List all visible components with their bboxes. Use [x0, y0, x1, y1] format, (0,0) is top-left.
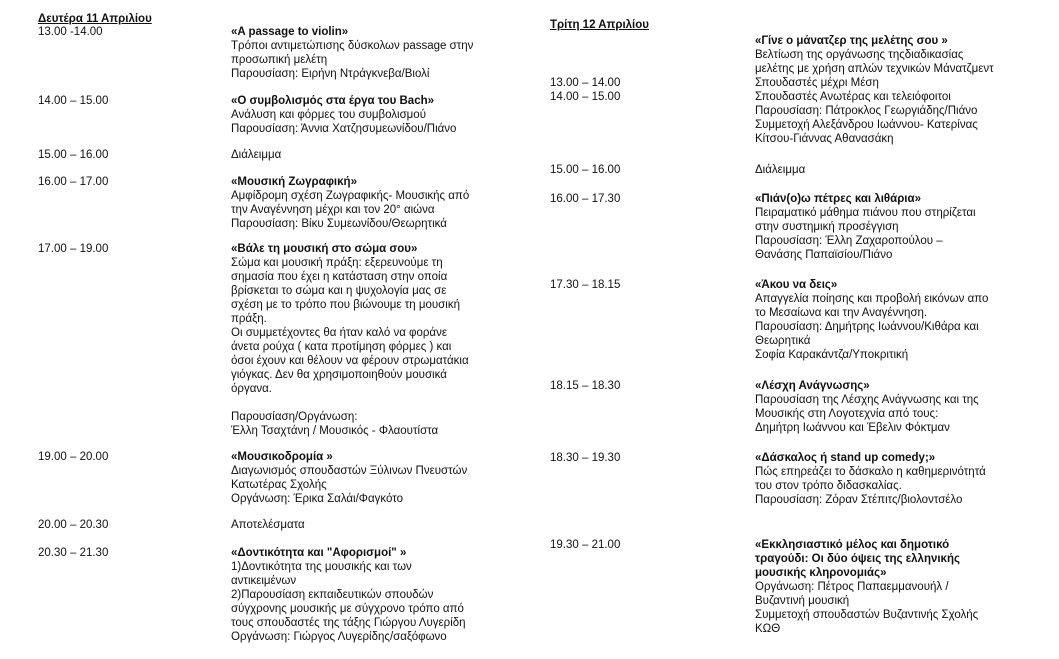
- session-line: αντικειμένων: [231, 575, 297, 587]
- session-line: Απαγγελία ποίησης και προβολή εικόνων απο: [755, 293, 989, 305]
- time-slot: 15.00 – 16.00: [550, 164, 621, 176]
- session-line: μελέτης με χρήση απλών τεχνικών Μάνατζμεντ: [755, 63, 994, 75]
- session-line: Βυζαντινή μουσική: [755, 595, 850, 607]
- session-line: Παρουσίαση: Πάτροκλος Γεωργιάδης/Πιάνο: [755, 105, 978, 117]
- session-line: Ανάλυση και φόρμες του συμβολισμού: [231, 109, 426, 121]
- session-title: τραγούδι: Οι δύο όψεις της ελληνικής: [755, 553, 960, 565]
- session-line: Βελτίωση της οργάνωσης τηςδιαδικασίας: [755, 49, 964, 61]
- session-line: Σπουδαστές Ανωτέρας και τελειόφοιτοι: [755, 91, 951, 103]
- session-line: Παρουσίαση της Λέσχης Ανάγνωσης και της: [755, 394, 979, 406]
- session-line: στην συστημική προσέγγιση: [755, 221, 899, 233]
- session-line: Παρουσίαση: Έλλη Ζαχαροπούλου –: [755, 235, 943, 247]
- time-slot: 17.30 – 18.15: [550, 279, 621, 291]
- time-slot: 14.00 – 15.00: [550, 91, 621, 103]
- session-line: σημασία που έχει η κατάσταση στην οποία: [231, 271, 448, 283]
- session-line: Συμμετοχή Αλεξάνδρου Ιωάννου- Κατερίνας: [755, 119, 978, 131]
- session-line: Σώμα και μουσική πράξη: εξερευνούμε τη: [231, 257, 443, 269]
- session-title: «Γίνε ο μάνατζερ της μελέτης σου »: [755, 35, 948, 47]
- time-slot: 13.00 -14.00: [38, 26, 103, 38]
- time-slot: 20.30 – 21.30: [38, 547, 109, 559]
- session-line: Οι συμμετέχοντες θα ήταν καλό να φοράνε: [231, 327, 447, 339]
- session-line: Παρουσίαση: Βίκυ Συμεωνίδου/Θεωρητικά: [231, 218, 447, 230]
- session-line: Σπουδαστές μέχρι Μέση: [755, 77, 879, 89]
- session-title: μουσικής κληρονομιάς»: [755, 567, 887, 579]
- session-line: Οργάνωση: Έρικα Σαλάι/Φαγκότο: [231, 493, 403, 505]
- time-slot: 16.00 – 17.30: [550, 193, 621, 205]
- time-slot: 16.00 – 17.00: [38, 176, 109, 188]
- time-slot: 19.30 – 21.00: [550, 539, 621, 551]
- time-slot: 18.30 – 19.30: [550, 452, 621, 464]
- session-line: 2)Παρουσίαση εκπαιδευτικών σπουδών: [231, 589, 434, 601]
- session-line: την Αναγέννηση μέχρι και τον 20° αιώνα: [231, 204, 435, 216]
- session-title: «Λέσχη Ανάγνωσης»: [755, 380, 870, 392]
- time-slot: 14.00 – 15.00: [38, 95, 109, 107]
- session-line: ΚΩΘ: [755, 623, 781, 635]
- session-line: σχέση με το τρόπο που βιώνουμε τη μουσική: [231, 299, 460, 311]
- session-line: Πώς επηρεάζει το δάσκαλο η καθημερινότητά: [755, 466, 986, 478]
- session-title: «Μουσικοδρομία »: [231, 451, 333, 463]
- session-title: «Μουσική Ζωγραφική»: [231, 176, 357, 188]
- session-line: σύγχρονης μουσικής με σύγχρονο τρόπο από: [231, 603, 464, 615]
- session-title: «Εκκλησιαστικό μέλος και δημοτικό: [755, 539, 950, 551]
- session-line: Πειραματικό μάθημα πιάνου που στηρίζεται: [755, 207, 976, 219]
- session-line: Διάλειμμα: [755, 164, 806, 176]
- session-title: «Βάλε τη μουσική στο σώμα σου»: [231, 243, 418, 255]
- session-line: πράξη.: [231, 313, 267, 325]
- session-line: Παρουσίαση: Ζόραν Στέπιτς/βιολοντσέλο: [755, 494, 963, 506]
- session-line: Μουσικής στη Λογοτεχνία από τους:: [755, 408, 939, 420]
- session-title: «Άκου να δεις»: [755, 279, 838, 291]
- time-slot: 18.15 – 18.30: [550, 380, 621, 392]
- session-line: Σοφία Καρακάντζα/Υποκριτική: [755, 349, 909, 361]
- time-slot: 19.00 – 20.00: [38, 451, 109, 463]
- session-line: του στον τρόπο διδασκαλίας.: [755, 480, 902, 492]
- session-line: τους σπουδαστές της τάξης Γιώργου Λυγερίδη: [231, 617, 466, 629]
- session-line: Αμφίδρομη σχέση Ζωγραφικής- Μουσικής από: [231, 190, 470, 202]
- session-line: Κατωτέρας Σχολής: [231, 479, 327, 491]
- session-line: Θανάσης Παπαϊσίου/Πιάνο: [755, 249, 893, 261]
- session-line: όσοι έχουν και θέλουν να φέρουν στρωματάκια: [231, 355, 469, 367]
- session-line: Παρουσίαση: Δημήτρης Ιωάννου/Κιθάρα και: [755, 321, 979, 333]
- session-line: Τρόποι αντιμετώπισης δύσκολων passage στην: [231, 40, 474, 52]
- session-line: το Μεσαίωνα και την Αναγέννηση.: [755, 307, 928, 319]
- session-line: άνετα ρούχα ( κατα προτίμηση φόρμες ) και: [231, 341, 452, 353]
- session-line: Παρουσίαση: Άννια Χατζησυμεωνίδου/Πιάνο: [231, 123, 457, 135]
- session-title: «A passage to violin»: [231, 26, 349, 38]
- session-line: όργανα.: [231, 383, 272, 395]
- session-line: Συμμετοχή σπουδαστών Βυζαντινής Σχολής: [755, 609, 979, 621]
- session-title: «Δάσκαλος ή stand up comedy;»: [755, 452, 936, 464]
- day-heading-tuesday: Τρίτη 12 Απριλίου: [550, 19, 649, 31]
- session-title: «Πιάν(ο)ω πέτρες και λιθάρια»: [755, 193, 921, 205]
- session-line: γιόγκας. Δεν θα χρησιμοποιηθούν μουσικά: [231, 369, 447, 381]
- session-line: Θεωρητικά: [755, 335, 811, 347]
- session-line: Έλλη Τσαχτάνη / Μουσικός - Φλαουτίστα: [231, 425, 439, 437]
- session-line: Διάλειμμα: [231, 149, 282, 161]
- session-line: Δημήτρη Ιωάννου και Έβελιν Φόκτμαν: [755, 422, 950, 434]
- day-heading-monday: Δευτέρα 11 Απριλίου: [38, 13, 152, 25]
- session-line: Διαγωνισμός σπουδαστών Ξύλινων Πνευστών: [231, 465, 468, 477]
- time-slot: 17.00 – 19.00: [38, 243, 109, 255]
- session-title: «Ο συμβολισμός στα έργα του Bach»: [231, 95, 435, 107]
- session-line: Οργάνωση: Γιώργος Λυγερίδης/σαξόφωνο: [231, 631, 447, 643]
- session-line: προσωπική μελέτη: [231, 54, 328, 66]
- session-title: «Δοντικότητα και "Αφορισμοί" »: [231, 547, 407, 559]
- session-line: Παρουσίαση/Οργάνωση:: [231, 411, 358, 423]
- session-line: Κίτσου-Γιάννας Αθανασάκη: [755, 133, 894, 145]
- time-slot: 15.00 – 16.00: [38, 149, 109, 161]
- session-line: Οργάνωση: Πέτρος Παπαεμμανουήλ /: [755, 581, 949, 593]
- session-line: 1)Δοντικότητα της μουσικής και των: [231, 561, 412, 573]
- session-line: Παρουσίαση: Ειρήνη Ντράγκνεβα/Βιολί: [231, 68, 430, 80]
- time-slot: 13.00 – 14.00: [550, 77, 621, 89]
- session-line: βρίσκεται το σώμα και η ψυχολογία μας σε: [231, 285, 447, 297]
- time-slot: 20.00 – 20.30: [38, 519, 109, 531]
- session-line: Αποτελέσματα: [231, 519, 305, 531]
